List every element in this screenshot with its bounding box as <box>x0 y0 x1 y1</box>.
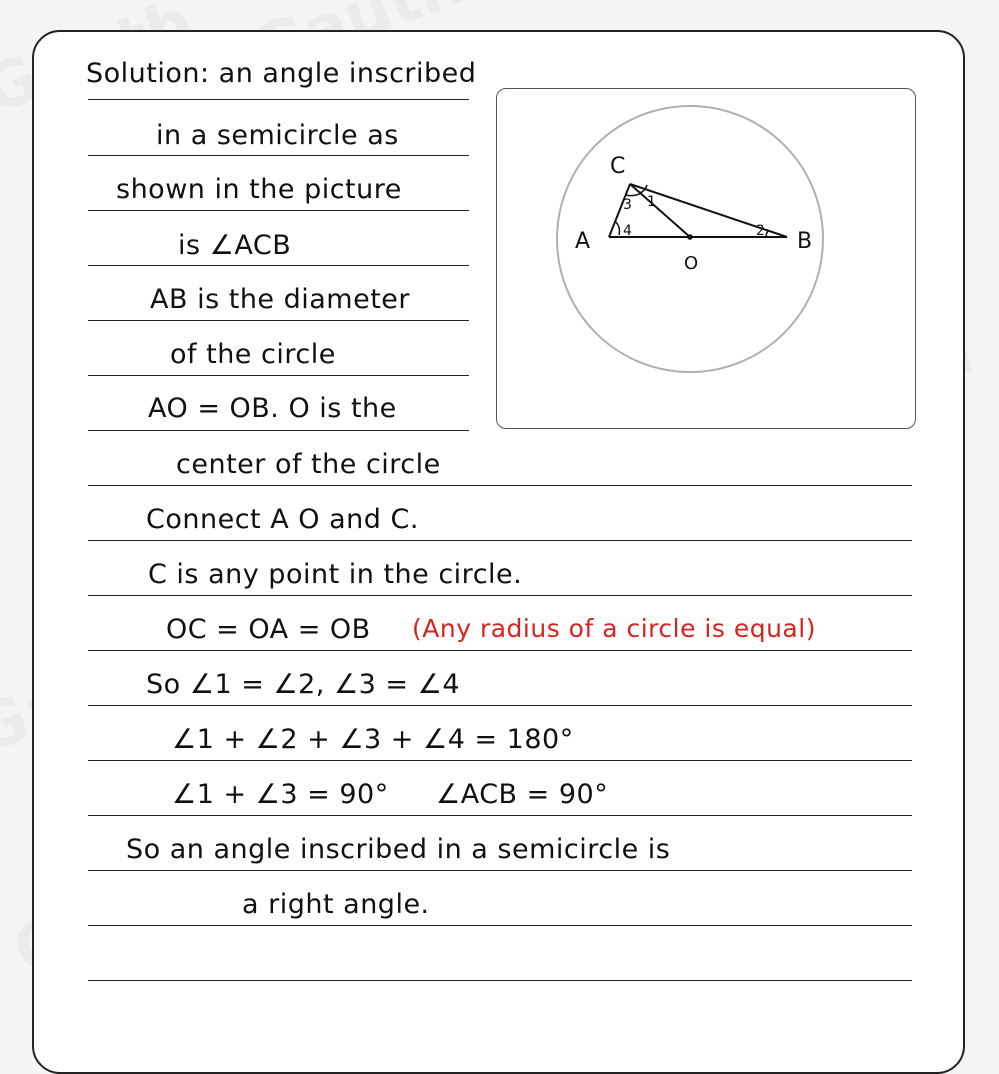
label-o: O <box>684 253 699 274</box>
solution-line: ∠1 + ∠2 + ∠3 + ∠4 = 180° <box>172 724 574 755</box>
solution-line: is ∠ACB <box>178 230 292 261</box>
solution-line: ∠1 + ∠3 = 90° <box>172 779 389 810</box>
label-c: C <box>610 154 626 179</box>
ruled-line <box>88 320 469 321</box>
solution-line: a right angle. <box>242 889 430 920</box>
ruled-line <box>88 375 469 376</box>
ruled-line <box>88 265 469 266</box>
annotation-note: (Any radius of a circle is equal) <box>412 614 816 643</box>
figure-panel <box>496 88 916 429</box>
ruled-line <box>88 595 912 596</box>
solution-line: Solution: an angle inscribed <box>86 58 477 89</box>
label-b: B <box>797 229 813 254</box>
angle-label-3: 3 <box>623 197 632 213</box>
ruled-line <box>88 870 912 871</box>
ruled-line <box>88 210 469 211</box>
radius-oc <box>630 184 690 237</box>
ruled-line <box>88 540 912 541</box>
solution-line: AO = OB. O is the <box>148 393 397 424</box>
ruled-line <box>88 155 469 156</box>
ruled-line <box>88 760 912 761</box>
ruled-line <box>88 650 912 651</box>
solution-line: Connect A O and C. <box>146 504 419 535</box>
solution-line: in a semicircle as <box>156 120 399 151</box>
angle-label-1: 1 <box>647 194 656 210</box>
solution-line: shown in the picture <box>116 174 402 205</box>
semicircle-diagram <box>497 89 915 428</box>
solution-line: C is any point in the circle. <box>148 559 523 590</box>
ruled-line <box>88 99 469 100</box>
solution-line: of the circle <box>170 339 336 370</box>
solution-line: AB is the diameter <box>150 284 411 315</box>
label-a: A <box>575 229 591 254</box>
solution-line: center of the circle <box>176 449 441 480</box>
angle-mark-3 <box>625 193 641 196</box>
ruled-line <box>88 815 912 816</box>
angle-label-2: 2 <box>756 223 765 239</box>
ruled-line <box>88 485 912 486</box>
ruled-line <box>88 980 912 981</box>
ruled-line <box>88 430 469 431</box>
angle-label-4: 4 <box>623 223 632 239</box>
angle-mark-4 <box>615 221 620 235</box>
solution-line: So an angle inscribed in a semicircle is <box>126 834 671 865</box>
solution-line: So ∠1 = ∠2, ∠3 = ∠4 <box>146 669 461 700</box>
ruled-line <box>88 705 912 706</box>
solution-line: ∠ACB = 90° <box>436 779 609 810</box>
solution-line: OC = OA = OB <box>166 614 371 645</box>
center-point <box>687 234 693 240</box>
ruled-line <box>88 925 912 926</box>
